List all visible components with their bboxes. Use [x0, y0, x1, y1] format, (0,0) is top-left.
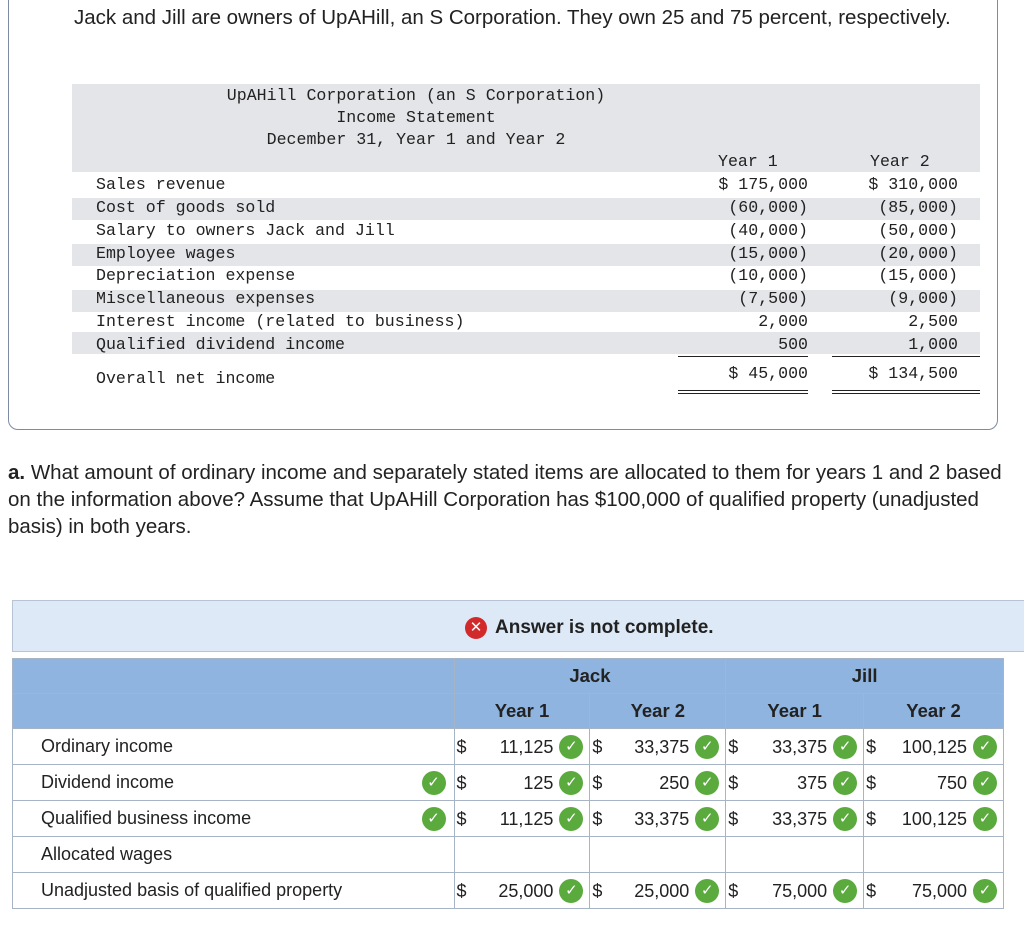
table-row — [13, 801, 1004, 837]
header-jack: Jack — [454, 659, 726, 694]
total-double-rule — [832, 393, 980, 394]
total-double-rule — [678, 390, 808, 391]
currency-symbol: $ — [866, 737, 877, 757]
row-label-cell — [13, 765, 455, 801]
checkmark-icon: ✓ — [695, 879, 719, 903]
answer-cell[interactable] — [590, 765, 726, 801]
answer-cell[interactable] — [726, 801, 864, 837]
checkmark-icon: ✓ — [833, 771, 857, 795]
row-value-y1: 500 — [778, 335, 808, 354]
checkmark-icon: ✓ — [695, 807, 719, 831]
table-row — [13, 837, 1004, 873]
answer-cell[interactable] — [454, 837, 590, 873]
row-label-cell — [13, 801, 455, 837]
row-value-y1: (60,000) — [728, 198, 808, 217]
currency-symbol: $ — [728, 881, 739, 901]
row-label: Dividend income — [41, 772, 175, 792]
answer-cell[interactable] — [864, 729, 1004, 765]
answer-value: 750 — [936, 773, 967, 793]
row-label: Qualified dividend income — [96, 335, 345, 354]
question-part: a. — [8, 461, 26, 484]
row-value-y2: (20,000) — [878, 244, 958, 263]
currency-symbol: $ — [456, 881, 467, 901]
answer-value: 100,125 — [901, 809, 967, 829]
statement-title: UpAHill Corporation (an S Corporation) — [226, 86, 606, 105]
answer-value: 250 — [659, 773, 690, 793]
question-text — [8, 459, 1024, 540]
total-label: Overall net income — [96, 369, 276, 388]
total-double-rule — [678, 393, 808, 394]
row-label-cell — [13, 873, 455, 909]
row-label: Cost of goods sold — [96, 198, 276, 217]
statement-subtitle: Income Statement — [336, 108, 496, 127]
answer-value: 100,125 — [901, 737, 967, 757]
checkmark-icon: ✓ — [833, 735, 857, 759]
header-jill-year1: Year 1 — [726, 694, 864, 729]
col-year1-header: Year 1 — [718, 152, 778, 171]
answer-cell[interactable] — [454, 729, 590, 765]
currency-symbol: $ — [592, 881, 603, 901]
answer-cell[interactable] — [726, 765, 864, 801]
answer-cell[interactable] — [590, 729, 726, 765]
answer-cell[interactable] — [454, 873, 590, 909]
checkmark-icon: ✓ — [559, 771, 583, 795]
currency-symbol: $ — [728, 773, 739, 793]
currency-symbol: $ — [592, 773, 603, 793]
answer-value: 11,125 — [499, 809, 554, 829]
answer-value: 75,000 — [772, 881, 828, 901]
table-row — [13, 729, 1004, 765]
checkmark-icon: ✓ — [559, 735, 583, 759]
row-label: Salary to owners Jack and Jill — [96, 221, 395, 240]
row-value-y1: (40,000) — [728, 221, 808, 240]
row-label: Employee wages — [96, 244, 236, 263]
answer-value: 33,375 — [772, 809, 828, 829]
answer-value: 75,000 — [911, 881, 967, 901]
answer-cell[interactable] — [726, 729, 864, 765]
row-value-y2: (15,000) — [878, 266, 958, 285]
currency-symbol: $ — [592, 809, 603, 829]
currency-symbol: $ — [728, 809, 739, 829]
error-x-icon: ✕ — [465, 617, 487, 639]
header-blank — [13, 659, 455, 694]
checkmark-icon: ✓ — [422, 771, 446, 795]
row-label: Allocated wages — [41, 844, 173, 864]
answer-value: 25,000 — [498, 881, 554, 901]
answer-value: 375 — [797, 773, 828, 793]
answer-value: 11,125 — [499, 737, 554, 757]
answer-value: 25,000 — [634, 881, 690, 901]
currency-symbol: $ — [866, 773, 877, 793]
answer-cell[interactable] — [726, 837, 864, 873]
answer-cell[interactable] — [864, 765, 1004, 801]
currency-symbol: $ — [456, 737, 467, 757]
row-label: Depreciation expense — [96, 266, 296, 285]
status-message — [465, 617, 714, 639]
row-label: Miscellaneous expenses — [96, 289, 316, 308]
row-value-y2: (9,000) — [888, 289, 958, 308]
checkmark-icon: ✓ — [559, 879, 583, 903]
row-label: Interest income (related to business) — [96, 312, 465, 331]
row-label: Qualified business income — [41, 808, 252, 828]
currency-symbol: $ — [866, 809, 877, 829]
answer-value: 33,375 — [772, 737, 828, 757]
currency-symbol: $ — [592, 737, 603, 757]
answer-value: 125 — [523, 773, 554, 793]
question-body: What amount of ordinary income and separately stated items are allocated to them for years 1 and 2 based on the information above? Assume that UpAHill Corporation has $100,000 of qualified property (unadjusted basis) in both years. — [8, 461, 1002, 538]
total-double-rule — [832, 390, 980, 391]
total-value-y2: $ 134,500 — [868, 364, 958, 383]
row-label: Sales revenue — [96, 175, 226, 194]
row-value-y1: $ 175,000 — [718, 175, 808, 194]
row-value-y2: (50,000) — [878, 221, 958, 240]
row-label: Ordinary income — [41, 736, 174, 756]
checkmark-icon: ✓ — [422, 807, 446, 831]
table-row — [13, 873, 1004, 909]
answer-status-banner — [12, 600, 1024, 652]
checkmark-icon: ✓ — [695, 735, 719, 759]
currency-symbol: $ — [866, 881, 877, 901]
checkmark-icon: ✓ — [559, 807, 583, 831]
answer-cell[interactable] — [590, 873, 726, 909]
checkmark-icon: ✓ — [833, 879, 857, 903]
checkmark-icon: ✓ — [973, 771, 997, 795]
header-jill-year2: Year 2 — [864, 694, 1004, 729]
answer-table — [12, 658, 1004, 909]
header-jack-year1: Year 1 — [454, 694, 590, 729]
subtotal-rule — [678, 356, 808, 357]
checkmark-icon: ✓ — [973, 807, 997, 831]
statement-date: December 31, Year 1 and Year 2 — [266, 130, 566, 149]
checkmark-icon: ✓ — [833, 807, 857, 831]
header-jack-year2: Year 2 — [590, 694, 726, 729]
currency-symbol: $ — [456, 773, 467, 793]
answer-cell[interactable] — [864, 801, 1004, 837]
table-row — [13, 765, 1004, 801]
row-value-y2: $ 310,000 — [868, 175, 958, 194]
answer-cell[interactable] — [454, 801, 590, 837]
row-value-y2: 1,000 — [908, 335, 958, 354]
currency-symbol: $ — [456, 809, 467, 829]
row-value-y1: (15,000) — [728, 244, 808, 263]
row-value-y2: 2,500 — [908, 312, 958, 331]
subtotal-rule — [832, 356, 980, 357]
header-blank — [13, 694, 455, 729]
row-label: Unadjusted basis of qualified property — [41, 880, 343, 900]
answer-cell[interactable] — [454, 765, 590, 801]
status-text: Answer is not complete. — [495, 617, 714, 638]
problem-intro: Jack and Jill are owners of UpAHill, an S Corporation. They own 25 and 75 percent, respectively. — [74, 6, 951, 29]
header-jill: Jill — [726, 659, 1004, 694]
answer-cell[interactable] — [590, 837, 726, 873]
answer-value: 33,375 — [634, 809, 690, 829]
answer-value: 33,375 — [634, 737, 690, 757]
answer-cell[interactable] — [590, 801, 726, 837]
row-value-y1: 2,000 — [758, 312, 808, 331]
answer-cell[interactable] — [726, 873, 864, 909]
answer-cell[interactable] — [864, 873, 1004, 909]
col-year2-header: Year 2 — [870, 152, 930, 171]
row-value-y2: (85,000) — [878, 198, 958, 217]
checkmark-icon: ✓ — [973, 735, 997, 759]
row-value-y1: (10,000) — [728, 266, 808, 285]
row-value-y1: (7,500) — [738, 289, 808, 308]
checkmark-icon: ✓ — [973, 879, 997, 903]
row-label-cell — [13, 837, 455, 873]
income-statement — [72, 84, 980, 402]
answer-cell[interactable] — [864, 837, 1004, 873]
total-value-y1: $ 45,000 — [728, 364, 808, 383]
checkmark-icon: ✓ — [695, 771, 719, 795]
row-label-cell — [13, 729, 455, 765]
currency-symbol: $ — [728, 737, 739, 757]
